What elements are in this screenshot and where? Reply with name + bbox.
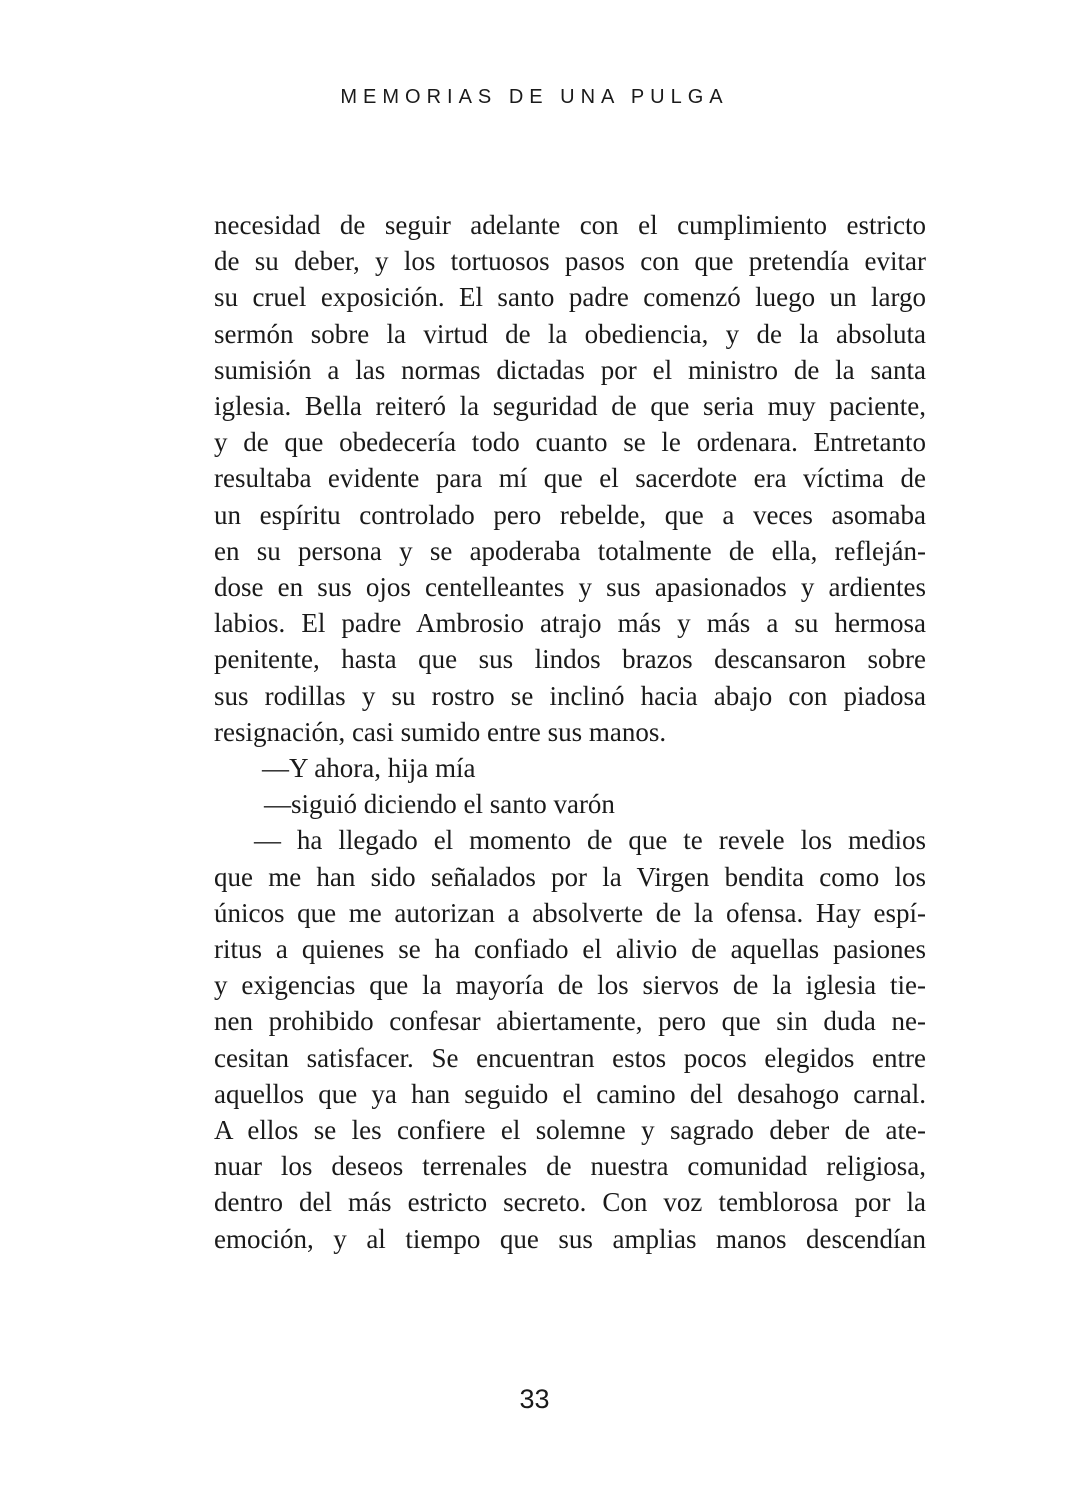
text-line: resignación, casi sumido entre sus manos. [214,716,667,747]
text-line: iglesia. Bella reiteró la seguridad de que seria muy paciente, [214,391,926,422]
text-line: A ellos se les confiere el solemne y sagrado deber de ate- [214,1115,926,1146]
text-line: y de que obedecería todo cuanto se le ordenara. Entretanto [214,427,926,458]
text-line: emoción, y al tiempo que sus amplias manos descendían [214,1223,926,1254]
dialogue-line: —siguió diciendo el santo varón [264,789,615,820]
text-line: de su deber, y los tortuosos pasos con que pretendía evitar [214,246,926,277]
text-line: un espíritu controlado pero rebelde, que a veces asomaba [214,499,926,530]
text-line: en su persona y se apoderaba totalmente de ella, refleján- [214,535,926,566]
text-line: labios. El padre Ambrosio atrajo más y más a su hermosa [214,608,926,639]
dialogue-line: — ha llegado el momento de que te revele los medios [254,825,926,856]
text-line: penitente, hasta que sus lindos brazos descansaron sobre [214,644,926,675]
text-line: únicos que me autorizan a absolverte de la ofensa. Hay espí- [214,897,926,928]
text-line: su cruel exposición. El santo padre comenzó luego un largo [214,282,926,313]
text-line: dose en sus ojos centelleantes y sus apasionados y ardientes [214,572,926,603]
page-number: 33 [519,1384,550,1414]
body-text [214,207,926,1257]
text-line: y exigencias que la mayoría de los siervos de la iglesia tie- [214,970,926,1001]
text-line: ritus a quienes se ha confiado el alivio de aquellas pasiones [214,934,926,965]
text-line: que me han sido señalados por la Virgen bendita como los [214,861,926,892]
dialogue-line: —Y ahora, hija mía [262,753,476,784]
text-line: dentro del más estricto secreto. Con voz temblorosa por la [214,1187,926,1218]
text-line: aquellos que ya han seguido el camino del desahogo carnal. [214,1078,926,1109]
text-line: sermón sobre la virtud de la obediencia, y de la absoluta [214,318,926,349]
text-line: resultaba evidente para mí que el sacerdote era víctima de [214,463,926,494]
text-line: sus rodillas y su rostro se inclinó hacia abajo con piadosa [214,680,926,711]
text-line: sumisión a las normas dictadas por el ministro de la santa [214,354,926,385]
text-line: nuar los deseos terrenales de nuestra comunidad religiosa, [214,1151,926,1182]
text-line: necesidad de seguir adelante con el cumplimiento estricto [214,210,926,240]
text-line: nen prohibido confesar abiertamente, pero que sin duda ne- [214,1006,926,1037]
running-title: MEMORIAS DE UNA PULGA [340,86,729,108]
text-line: cesitan satisfacer. Se encuentran estos pocos elegidos entre [214,1042,926,1073]
